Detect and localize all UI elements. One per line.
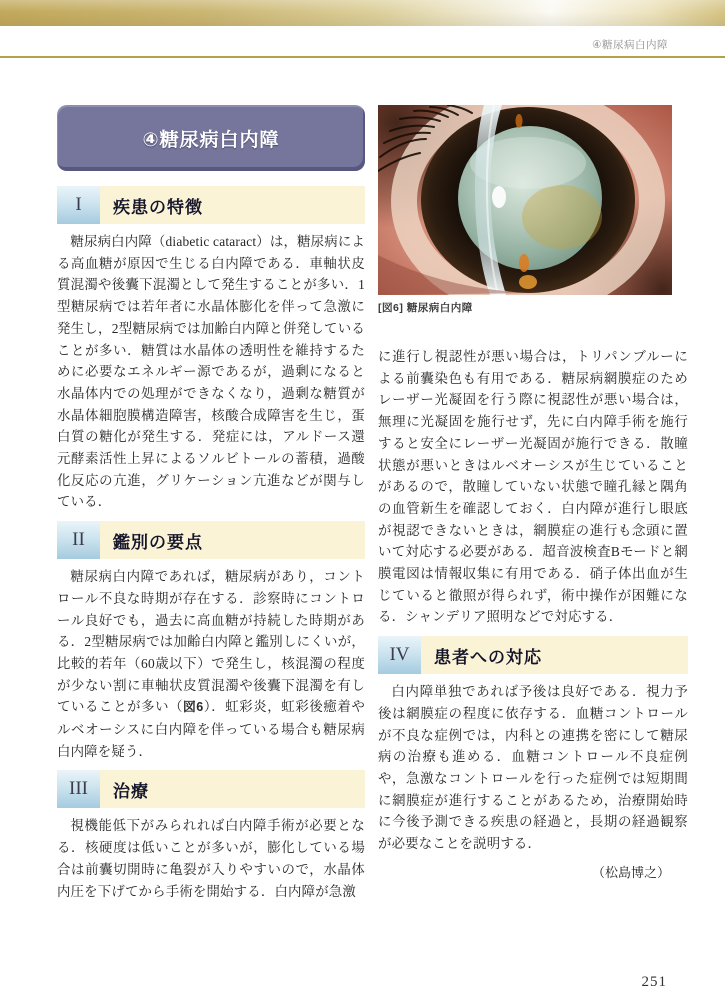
chapter-title-label: ④糖尿病白内障 — [142, 129, 280, 151]
section-4-paragraph: 白内障単独であれば予後は良好である．視力予後は網膜症の程度に依存する．血糖コントロールが不良な症例では，内科との連携を密にして糖尿病の治療も進める．血糖コントロール不良症例や，急激なコントロールを行った症例では短期間に網膜症が進行することがあるため，治療開始時に今後予測できる疾患の経過と，長期の経過観察が必要なことを説明する． — [378, 684, 688, 852]
section-1-paragraph: 糖尿病白内障（diabetic cataract）は，糖尿病による高血糖が原因で生じる白内障である．車軸状皮質混濁や後囊下混濁として発生することが多い．1型糖尿病では若年者に水晶体膨化を伴って急激に発生し，2型糖尿病では加齢白内障と併発していることが多い．糖質は水晶体の透明性を維持するために必要なエネルギー源であるが，過剰になると水晶体内での処理ができなくなり，過剰な糖質が水晶体細胞膜構造障害，核酸合成障害を生じ，蛋白質の糖化が発生する．発症には，アルドース還元酵素活性上昇によるソルビトールの蓄積，過酸化反応の亢進，グリケーション亢進などが関与している． — [57, 234, 365, 510]
section-heading-4 — [378, 636, 688, 674]
gold-header-bar — [0, 0, 725, 26]
header-rule — [0, 56, 725, 58]
section-numeral: IV — [378, 636, 421, 674]
section-2-paragraph — [57, 566, 365, 762]
running-head: ④糖尿病白内障 — [592, 39, 668, 51]
section-2-text-before: 糖尿病白内障であれば，糖尿病があり，コントロール不良な時期が存在する．診察時にコントロール良好でも，過去に高血糖が持続した時期がある．2型糖尿病では加齢白内障と鑑別しにくいが，比較的若年（60歳以下）で発生し，核混濁の程度が少ない割に車軸状皮質混濁や後囊下混濁を有していることが多い（ — [57, 569, 365, 715]
section-3-paragraph-right: に進行し視認性が悪い場合は，トリパンブルーによる前囊染色も有用である．糖尿病網膜症のためレーザー光凝固を行う際に視認性が悪い場合は，無理に光凝固を施行せず，先に白内障手術を施行すると安全にレーザー光凝固が施行できる．散瞳状態が悪いときはルベオーシスが生じていることがあるので，散瞳していない状態で瞳孔縁と隅角の血管新生を確認しておく．白内障が進行し眼底が視認できないときは，網膜症の進行も念頭に置いて対応する必要がある．超音波検査Bモードと網膜電図は情報収集に有用である．硝子体出血が生じていると徹照が得られず，術中操作が困難になる．シャンデリア照明などで対応する． — [378, 349, 688, 625]
section-numeral: I — [57, 186, 100, 224]
right-column — [378, 105, 688, 909]
figure-reference: 図6 — [183, 700, 204, 715]
left-column — [57, 105, 365, 909]
section-title: 患者への対応 — [434, 647, 542, 667]
section-numeral: II — [57, 521, 100, 559]
section-3-paragraph-left: 視機能低下がみられれば白内障手術が必要となる．核硬度は低いことが多いが，膨化している場合は前囊切開時に亀裂が入りやすいので，水晶体内圧を下げてから手術を開始する．白内障が急激 — [57, 818, 365, 899]
section-heading-2 — [57, 521, 365, 559]
chapter-title-badge — [57, 105, 365, 171]
author-credit: （松島博之） — [591, 864, 670, 880]
figure-6 — [378, 105, 672, 315]
page-number: 251 — [641, 974, 667, 990]
eye-photo-illustration — [378, 105, 672, 295]
section-title: 疾患の特徴 — [113, 197, 203, 217]
two-column-layout — [57, 105, 688, 909]
figure-caption: [図6] 糖尿病白内障 — [378, 302, 473, 314]
section-title: 鑑別の要点 — [113, 532, 203, 552]
section-heading-1 — [57, 186, 365, 224]
section-numeral: III — [57, 770, 100, 808]
section-2-text-after: ）．虹彩炎，虹彩後癒着やルベオーシスに白内障を伴っている場合も糖尿病白内障を疑う． — [57, 699, 365, 759]
section-heading-3 — [57, 770, 365, 808]
section-title: 治療 — [113, 781, 149, 801]
figure-image — [378, 105, 672, 295]
